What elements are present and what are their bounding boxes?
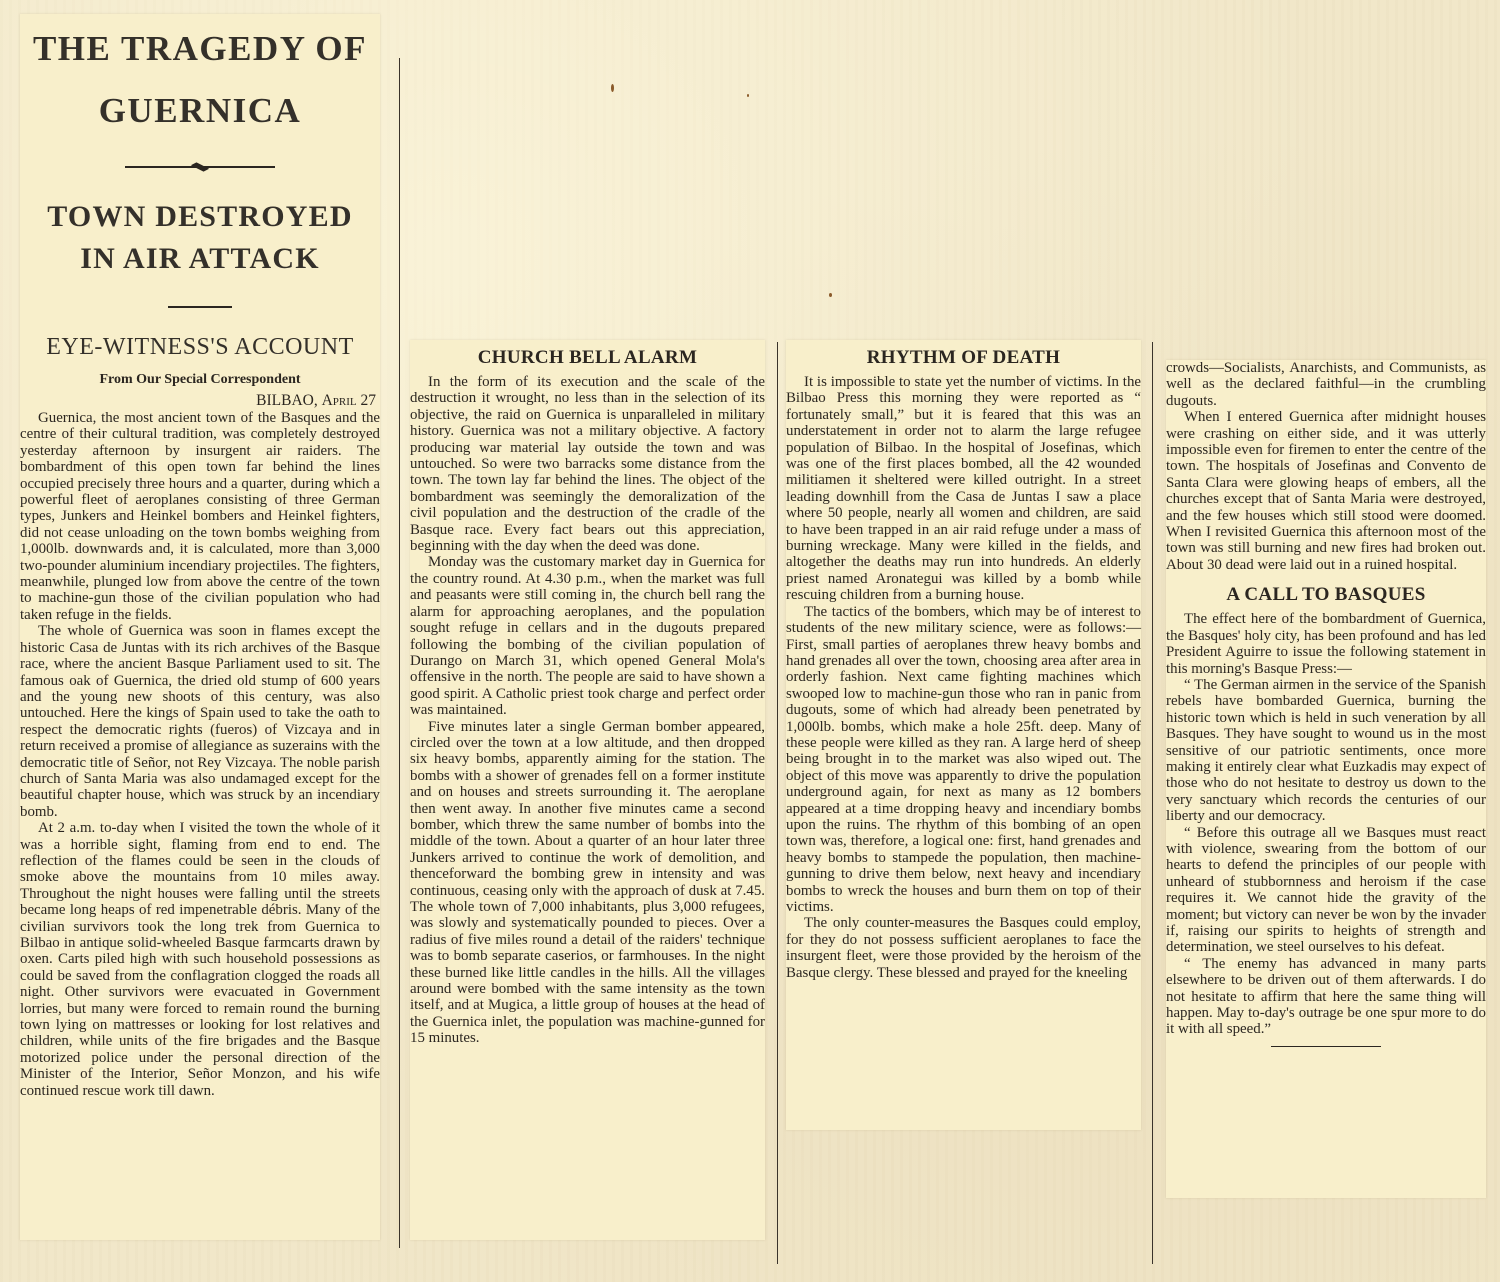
section-heading: CHURCH BELL ALARM bbox=[477, 347, 698, 368]
subheadline-line-1: TOWN DESTROYED bbox=[47, 200, 353, 233]
subheadline-line-2: IN AIR ATTACK bbox=[80, 242, 320, 275]
dateline bbox=[20, 392, 376, 410]
article-paragraph: Guernica, the most ancient town of the Basques and the centre of their cultural tradition, was completely destroyed yesterday afternoon by insurgent air raiders. The bombardment of this open town far behind the lines occupied precisely three hours and a quarter, during which a powerful fleet of aeroplanes consisting of three German types, Junkers and Heinkel bombers and Heinkel fighters, did not cease unloading on the town bombs weighing from 1,000lb. downwards and, it is calculated, more than 3,000 two-pounder aluminium incendiary projectiles. The fighters, meanwhile, plunged low from above the centre of the town to machine-gun those of the civilian population who had taken refuge in the fields. bbox=[20, 410, 380, 623]
paper-speck bbox=[611, 84, 614, 92]
article-paragraph: When I entered Guernica after midnight houses were crashing on either side, and it was utterly impossible even for firemen to enter the centre of the town. The hospitals of Josefinas and Convento de Santa Clara were glowing heaps of embers, all the churches except that of Santa Maria were destroyed, and the few houses which still stood were doomed. When I revisited Guernica this afternoon most of the town was still burning and new fires had broken out. About 30 dead were laid out in a ruined hospital. bbox=[1166, 409, 1486, 573]
paper-speck bbox=[747, 94, 749, 97]
column-rule-1 bbox=[399, 58, 400, 1248]
eyewitness-heading: EYE-WITNESS'S ACCOUNT bbox=[46, 334, 354, 360]
quote-paragraph: “ The enemy has advanced in many parts elsewhere to be driven out of them afterwards. I do not hesitate to affirm that here the same thing will happen. May to-day's outrage be one spur more to do it with all speed.” bbox=[1166, 955, 1486, 1038]
article-paragraph: In the form of its execution and the scale of the destruction it wrought, no less than in the selection of its objective, the raid on Guernica is unparalleled in military history. Guernica was not a military objective. A factory producing war material lay outside the town and was untouched. So were two barracks some distance from the town. The town lay far behind the lines. The object of the bombardment was seemingly the demoralization of the civil population and the destruction of the cradle of the Basque race. Every fact bears out this appreciation, beginning with the day when the deed was done. bbox=[410, 374, 765, 555]
article-paragraph: The whole of Guernica was soon in flames except the historic Casa de Juntas with its rich archives of the Basque race, where the ancient Basque Parliament used to sit. The famous oak of Guernica, the dried old stump of 600 years and the young new shoots of this century, was also untouched. Here the kings of Spain used to take the oath to respect the democratic rights (fueros) of Vizcaya and in return received a promise of allegiance as suzerains with the democratic title of Señor, not Rey Vizcaya. The noble parish church of Santa Maria was also undamaged except for the beautiful chapter house, which was struck by an incendiary bomb. bbox=[20, 623, 380, 820]
dateline-date: April 27 bbox=[321, 392, 376, 409]
article-paragraph: At 2 a.m. to-day when I visited the town the whole of it was a horrible sight, flaming from end to end. The reflection of the flames could be seen in the clouds of smoke above the mountains from 10 miles away. Throughout the night houses were falling until the streets became long heaps of red impenetrable débris. Many of the civilian survivors took the long trek from Guernica to Bilbao in antique solid-wheeled Basque farmcarts drawn by oxen. Carts piled high with such household possessions as could be saved from the conflagration clogged the roads all night. Other survivors were evacuated in Government lorries, but many were forced to remain round the burning town lying on mattresses or looking for lost relatives and children, while units of the fire brigades and the Basque motorized police under the personal direction of the Minister of the Interior, Señor Monzon, and his wife continued rescue work till dawn. bbox=[20, 820, 380, 1099]
column-rule-2 bbox=[777, 342, 778, 1264]
article-paragraph: It is impossible to state yet the number of victims. In the Bilbao Press this morning they were reported as “ fortunately small,” but it is feared that this was an understatement in order not to alarm the large refugee population of Bilbao. In the hospital of Josefinas, which was one of the first places bombed, all the 42 wounded militiamen it sheltered were killed outright. In a street leading downhill from the Casa de Juntas I saw a place where 50 people, nearly all women and children, are said to have been trapped in an air raid refuge under a mass of burning wreckage. Many were killed in the fields, and altogether the deaths may run into hundreds. An elderly priest named Aronategui was killed by a bomb while rescuing children from a burning house. bbox=[786, 374, 1141, 604]
headline-line-1: THE TRAGEDY OF bbox=[32, 29, 368, 68]
ornament-divider bbox=[125, 166, 275, 168]
article-paragraph: The only counter-measures the Basques could employ, for they do not possess sufficient aeroplanes to face the insurgent fleet, were those provided by the heroism of the Basque clergy. These blessed and prayed for the kneeling bbox=[786, 915, 1141, 981]
article-paragraph: Monday was the customary market day in Guernica for the country round. At 4.30 p.m., when the market was full and peasants were still coming in, the church bell rang the alarm for approaching aeroplanes, and the population sought refuge in cellars and in the dugouts prepared following the bombing of the civilian population of Durango on March 31, which opened General Mola's offensive in the north. The people are said to have shown a good spirit. A Catholic priest took charge and perfect order was maintained. bbox=[410, 554, 765, 719]
paper-speck bbox=[829, 293, 832, 297]
headline-line-2: GUERNICA bbox=[98, 91, 302, 130]
byline: From Our Special Correspondent bbox=[99, 372, 301, 387]
short-divider bbox=[168, 306, 232, 308]
lead-article-column bbox=[20, 14, 380, 1240]
section-heading: A CALL TO BASQUES bbox=[1226, 584, 1426, 606]
section-heading: RHYTHM OF DEATH bbox=[866, 347, 1061, 368]
church-bell-alarm-column bbox=[410, 340, 765, 1240]
end-rule bbox=[1271, 1046, 1381, 1047]
article-paragraph: The effect here of the bombardment of Guernica, the Basques' holy city, has been profound and has led President Aguirre to issue the following statement in this morning's Basque Press:— bbox=[1166, 611, 1486, 677]
quote-paragraph: “ Before this outrage all we Basques must react with violence, swearing from the bottom of our hearts to defend the principles of our people with unheard of stubbornness and heroism if the case requires it. We cannot hide the gravity of the moment; but victory can never be won by the invader if, raising our spirits to heights of strength and determination, we steel ourselves to his defeat. bbox=[1166, 824, 1486, 956]
article-paragraph: The tactics of the bombers, which may be of interest to students of the new military science, were as follows:—First, small parties of aeroplanes threw heavy bombs and hand grenades all over the town, choosing area after area in orderly fashion. Next came fighting machines which swooped low to machine-gun those who ran in panic from dugouts, some of which had already been penetrated by 1,000lb. bombs, which make a hole 25ft. deep. Many of these people were killed as they ran. A large herd of sheep being brought in to the market was also wiped out. The object of this move was apparently to drive the population underground again, for next as many as 12 bombers appeared at a time dropping heavy and incendiary bombs upon the ruins. The rhythm of this bombing of an open town was, therefore, a logical one: first, hand grenades and heavy bombs to stampede the population, then machine-gunning to drive them below, next heavy and incendiary bombs to wreck the houses and burn them on top of their victims. bbox=[786, 603, 1141, 915]
article-paragraph: Five minutes later a single German bomber appeared, circled over the town at a low altitude, and then dropped six heavy bombs, apparently aiming for the station. The bombs with a shower of grenades fell on a former institute and on houses and streets surrounding it. The aeroplane then went away. In another five minutes came a second bomber, which threw the same number of bombs into the middle of the town. About a quarter of an hour later three Junkers arrived to continue the work of demolition, and thenceforward the bombing grew in intensity and was continuous, ceasing only with the approach of dusk at 7.45. The whole town of 7,000 inhabitants, plus 3,000 refugees, was slowly and systematically pounded to pieces. Over a radius of five miles round a detail of the raiders' technique was to bomb separate caserios, or farmhouses. In the night these burned like little candles in the hills. All the villages around were bombed with the same intensity as the town itself, and at Mugica, a little group of houses at the head of the Guernica inlet, the population was machine-gunned for 15 minutes. bbox=[410, 718, 765, 1047]
rhythm-of-death-column bbox=[786, 340, 1141, 1130]
column-rule-3 bbox=[1152, 342, 1153, 1264]
call-to-basques-column bbox=[1166, 360, 1486, 1198]
continuation-paragraph: crowds—Socialists, Anarchists, and Communists, as well as the declared faithful—in the crumbling dugouts. bbox=[1166, 360, 1486, 409]
dateline-place: BILBAO, bbox=[256, 392, 322, 409]
quote-paragraph: “ The German airmen in the service of the Spanish rebels have bombarded Guernica, burning the historic town which is held in such veneration by all Basques. They have sought to wound us in the most sensitive of our patriotic sentiments, once more making it entirely clear what Euzkadis may expect of those who do not hesitate to destroy us down to the very sanctuary which records the centuries of our liberty and our democracy. bbox=[1166, 676, 1486, 825]
